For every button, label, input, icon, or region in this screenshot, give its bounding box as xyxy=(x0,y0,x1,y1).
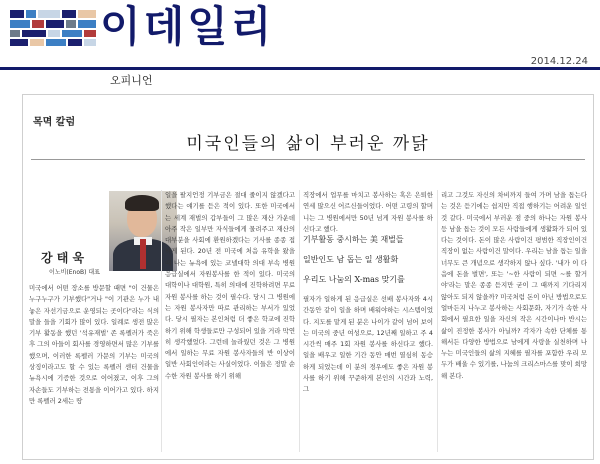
logo-tile xyxy=(62,30,82,37)
pull-quote-line: 일반인도 남 돕는 일 생활화 xyxy=(303,255,399,264)
logo-tile xyxy=(38,10,60,18)
column-divider xyxy=(161,190,162,452)
column-divider xyxy=(437,190,438,452)
headline-divider xyxy=(31,159,585,160)
article-headline: 미국인들의 삶이 부러운 까닭 xyxy=(186,134,430,154)
logo-tile xyxy=(26,10,36,18)
section-label: 오피니언 xyxy=(110,74,153,87)
logo-tile xyxy=(10,10,24,18)
article-column-4: 리고 그것도 자신의 차비까지 들여 가며 남을 돕는다는 것은 듣기에는 쉽지만 직접 행하기는 어려운 일인 것 같다. 미국에서 부러운 점 중의 하나는 자원 봉사 등 남을 돕는 것이 모든 사람들에게 생활화가 되어 있다는 것이다. 돈이 많은 사람이건 평범한 직장인이건 직장이 없는 사람이건 말이다. 우리는 남을 돕는 일을 너무도 큰 개념으로 생각하지 않나 싶다. '내가 이 다음에 돈을 벌면', 또는 '~한 사람이 되면 ~를 할거야'라는 말은 종종 듣지만 굳이 그 때까지 기다리지 않아도 되지 않을까? 미국처럼 돈이 아닌 방법으로도 얼마든지 나누고 봉사하는 사회문화, 자기가 속한 사회에서 필요한 일을 자신의 작은 시간이나마 반시는 삶이 진정한 봉사가 아닐까? 각자가 속한 단체를 통해서든 다양한 방법으로 남에게 사랑을 실천하며 나누는 미국인들의 삶의 지혜를 필자를 포함한 우리 모두가 배울 수 있기를, 나눔의 크리스마스를 맞이 희망해 본다. xyxy=(441,191,587,380)
logo-tile xyxy=(68,39,82,46)
column-3-body: 필자가 일하게 된 응급실은 선배 봉사자와 4시간동안 같이 일을 하며 배워야하는 시스템이었다. 지도를 맡게 된 분은 나이가 같이 넘어 보이는 미국의 중년 여성으로, 12년째 일하고 주 4시간씩 매주 1회 자원 봉사를 하신다고 했다. 일을 배우고 일한 기간 동안 매번 열심히 동승하게 되었는데 이 분의 경우에도 좋은 자원 봉사를 하기 위해 꾸준하게 본인의 시간과 노력, 그 xyxy=(303,295,433,394)
logo-tile xyxy=(78,20,96,28)
logo-tile xyxy=(30,39,44,46)
logo-tile xyxy=(32,20,44,28)
masthead-rule xyxy=(0,67,600,70)
pull-quote-line: 우리도 나눔의 X-mas 맞기를 xyxy=(303,275,405,284)
logo-tile xyxy=(84,39,96,46)
logo-mosaic xyxy=(10,10,96,46)
logo-tile xyxy=(10,39,28,46)
photo-tie xyxy=(140,239,146,269)
masthead-logo: 이데일리 xyxy=(100,2,275,51)
column-tag: 목멱 칼럼 xyxy=(33,117,76,128)
pull-quote-line: 기부활동 중시하는 美 재벌들 xyxy=(303,235,404,244)
publish-date: 2014.12.24 xyxy=(530,56,588,67)
logo-tile xyxy=(22,30,46,37)
logo-tile xyxy=(10,20,30,28)
column-3-lead: 직장에서 업무를 마치고 봉사하는 혹은 은퇴한 연세 많으신 어르신들이었다. 어떤 고령의 할머니는 그 병원에서만 50년 넘게 자원 봉사를 하신다고 했다. xyxy=(303,191,433,233)
pull-quote xyxy=(303,230,433,290)
logo-tile xyxy=(46,20,64,28)
logo-tile xyxy=(48,30,60,37)
column-divider xyxy=(299,190,300,452)
logo-tile xyxy=(78,10,96,18)
author-role: 이노비(EnoB) 대표 xyxy=(49,269,100,276)
logo-tile xyxy=(10,30,20,37)
author-name: 강 태 욱 xyxy=(41,251,85,265)
article-column-1: 미국에서 어떤 장소를 방문할 때면 "이 건물은 누구누구가 기부했다"거나 "이 기관은 누가 내놓은 자선기금으로 운영되는 곳이다"라는 식의 말을 들을 기회가 많이 있다. 일례로 생전 많은 기부 활동을 했던 '석유재벌' 존 록펠러가 죽은 후 그의 아들이 회사를 경영하면서 많은 기부를 했으며, 이러한 록펠러 가문의 기부는 미국의 상징이라고도 할 수 있는 록펠러 센터 건물을 뉴욕시에 기증한 것으로 이어졌고, 이후 그의 자손들도 기부하는 전통을 이어가고 있다. 하지만 록펠러 2세는 땅 xyxy=(29,284,159,405)
logo-tile xyxy=(46,39,66,46)
logo-tile xyxy=(84,30,96,37)
article-column-3 xyxy=(303,190,433,452)
photo-hair xyxy=(125,195,159,211)
logo-tile xyxy=(66,20,76,28)
article-column-2: 일을 팔지언정 기부금은 절대 줄이지 않겠다고 했다는 얘기를 듣은 적이 있다. 또한 미국에서는 세계 재벌의 갑부들이 그 많은 재산 가운데 아주 작은 일부만 자식들에게 물려주고 재산의 대부분을 사회에 환원하겠다는 기사를 종종 접하게 된다. 20년 전 미국에 처음 유학을 왔을 때 나는 뉴욕에 있는 코넬대학 의대 부속 병원 응급실에서 자원봉사를 한 적이 있다. 미국의 대학이나 대학원, 특히 의대에 진학하려면 무료 자원 봉사를 하는 것이 필수다. 당시 그 병원에는 자원 봉사자만 따로 관리하는 부서가 있었다. 당시 필자는 본인처럼 더 좋은 학교에 진학하기 위해 학생들로만 구성되어 있을 거라 막연히 생각했었다. 그런데 놀라웠던 것은 그 병원에서 일하는 무료 자원 봉사자들의 반 이상이 일반 사회인이라는 사실이었다. 이들은 정말 순수한 자원 봉사를 하기 위해 xyxy=(165,191,295,380)
logo-tile xyxy=(62,10,76,18)
article-clipping xyxy=(22,94,594,460)
